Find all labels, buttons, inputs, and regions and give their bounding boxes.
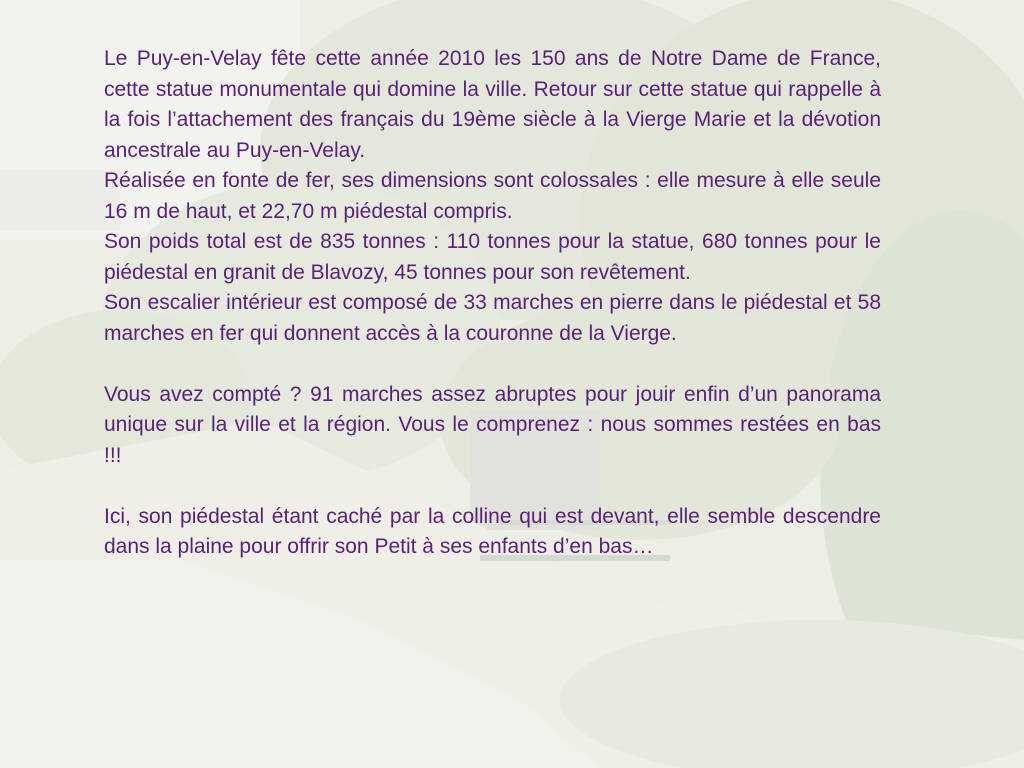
paragraph-6: Ici, son piédestal étant caché par la colline qui est devant, elle semble descendre dans la plaine pour offrir son Petit à ses enfants d’en bas… — [104, 504, 881, 558]
paragraph-2: Réalisée en fonte de fer, ses dimensions sont colossales : elle mesure à elle seule 16 m de haut, et 22,70 m piédestal compris. — [104, 169, 881, 223]
paragraph-1: Le Puy-en-Velay fête cette année 2010 les 150 ans de Notre Dame de France, cette statue monumentale qui domine la ville. Retour sur cette statue qui rappelle à la fois l’attachement des français du 19ème siècle à la Vierge Marie et la dévotion ancestrale au Puy-en-Velay. — [104, 47, 881, 162]
paragraph-5: Vous avez compté ? 91 marches assez abruptes pour jouir enfin d’un panorama unique sur la ville et la région. Vous le comprenez : nous sommes restées en bas !!! — [104, 382, 881, 467]
paragraph-3: Son poids total est de 835 tonnes : 110 tonnes pour la statue, 680 tonnes pour le piédestal en granit de Blavozy, 45 tonnes pour son revêtement. — [104, 230, 881, 284]
slide-text — [104, 44, 881, 563]
paragraph-4: Son escalier intérieur est composé de 33 marches en pierre dans le piédestal et 58 marches en fer qui donnent accès à la couronne de la Vierge. — [104, 291, 881, 345]
